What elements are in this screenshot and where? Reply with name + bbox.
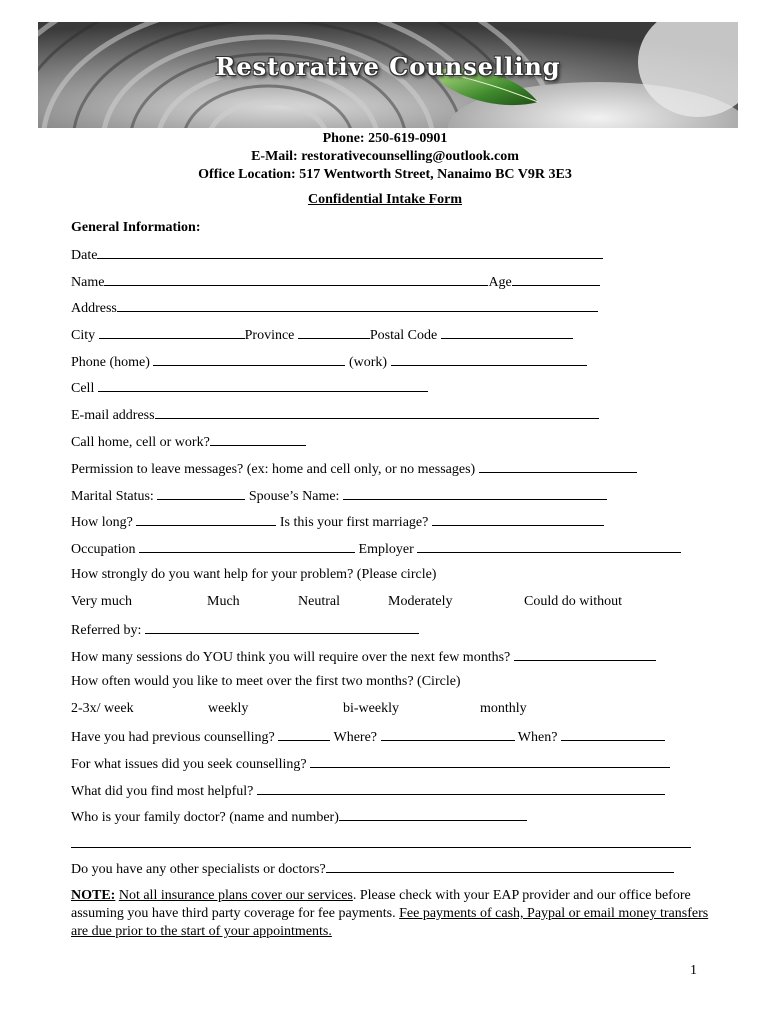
date-label: Date bbox=[71, 248, 98, 263]
marital-field[interactable] bbox=[157, 487, 245, 500]
page-number: 1 bbox=[690, 963, 697, 978]
date-row bbox=[71, 246, 603, 264]
extra-line-row bbox=[71, 835, 691, 853]
help-option-could-do-without[interactable]: Could do without bbox=[524, 594, 623, 609]
call-pref-field[interactable] bbox=[210, 433, 306, 446]
doctor-extra-field[interactable] bbox=[71, 835, 691, 848]
sessions-field[interactable] bbox=[514, 648, 656, 661]
permission-label: Permission to leave messages? (ex: home and cell only, or no messages) bbox=[71, 462, 476, 477]
cell-label: Cell bbox=[71, 381, 95, 396]
when-field[interactable] bbox=[561, 728, 665, 741]
how-long-field[interactable] bbox=[136, 513, 276, 526]
name-label: Name bbox=[71, 275, 105, 290]
call-pref-row bbox=[71, 433, 306, 451]
helpful-field[interactable] bbox=[257, 782, 665, 795]
specialists-row bbox=[71, 860, 674, 878]
note-check: . Please check with your EAP provider and our office before assuming you have third party coverage for fee payments. bbox=[71, 888, 691, 921]
permission-field[interactable] bbox=[479, 460, 637, 473]
age-label: Age bbox=[488, 275, 512, 290]
specialists-field[interactable] bbox=[326, 860, 674, 873]
helpful-label: What did you find most helpful? bbox=[71, 784, 254, 799]
name-field[interactable] bbox=[104, 273, 488, 286]
issues-field[interactable] bbox=[310, 755, 670, 768]
marital-label: Marital Status: bbox=[71, 489, 154, 504]
first-marriage-field[interactable] bbox=[432, 513, 604, 526]
referred-field[interactable] bbox=[145, 621, 419, 634]
doctor-row bbox=[71, 808, 527, 826]
email-field[interactable] bbox=[155, 406, 599, 419]
header-banner bbox=[38, 22, 738, 128]
phone-work-label: (work) bbox=[348, 355, 388, 370]
contact-email: E-Mail: restorativecounselling@outlook.com bbox=[251, 149, 519, 164]
city-label: City bbox=[71, 328, 96, 343]
how-long-label: How long? bbox=[71, 515, 133, 530]
first-marriage-label: Is this your first marriage? bbox=[279, 515, 429, 530]
date-field[interactable] bbox=[97, 246, 603, 259]
meet-option-monthly[interactable]: monthly bbox=[480, 701, 527, 716]
cell-field[interactable] bbox=[98, 379, 428, 392]
section-heading: General Information: bbox=[71, 220, 201, 235]
referred-label: Referred by: bbox=[71, 623, 142, 638]
sessions-row bbox=[71, 648, 656, 666]
meet-option-bi-weekly[interactable]: bi-weekly bbox=[343, 701, 399, 716]
help-option-moderately[interactable]: Moderately bbox=[388, 594, 453, 609]
note-coverage: Not all insurance plans cover our services bbox=[118, 888, 353, 903]
name-row bbox=[71, 273, 600, 291]
previous-row bbox=[71, 728, 665, 746]
insurance-note bbox=[71, 887, 711, 941]
referred-row bbox=[71, 621, 419, 639]
helpful-row bbox=[71, 782, 665, 800]
where-field[interactable] bbox=[381, 728, 515, 741]
issues-row bbox=[71, 755, 670, 773]
spouse-label: Spouse’s Name: bbox=[248, 489, 340, 504]
occupation-label: Occupation bbox=[71, 542, 136, 557]
help-question: How strongly do you want help for your problem? (Please circle) bbox=[71, 567, 437, 582]
note-payments: Fee payments of cash, Paypal or email money transfers are due prior to the start of your appointments. bbox=[71, 906, 709, 939]
where-label: Where? bbox=[333, 730, 378, 745]
help-option-very-much[interactable]: Very much bbox=[71, 594, 133, 609]
city-row bbox=[71, 326, 573, 344]
province-field[interactable] bbox=[298, 326, 370, 339]
permission-row bbox=[71, 460, 637, 478]
city-field[interactable] bbox=[99, 326, 245, 339]
phone-home-field[interactable] bbox=[153, 353, 345, 366]
phone-row bbox=[71, 353, 587, 371]
postal-label: Postal Code bbox=[369, 328, 438, 343]
address-field[interactable] bbox=[117, 299, 598, 312]
note-label: NOTE: bbox=[71, 888, 116, 903]
meet-option-2-3x-week[interactable]: 2-3x/ week bbox=[71, 701, 134, 716]
address-label: Address bbox=[71, 301, 117, 316]
help-option-neutral[interactable]: Neutral bbox=[298, 594, 340, 609]
age-field[interactable] bbox=[512, 273, 600, 286]
specialists-label: Do you have any other specialists or doctors? bbox=[71, 862, 326, 877]
postal-field[interactable] bbox=[441, 326, 573, 339]
doctor-label: Who is your family doctor? (name and number) bbox=[71, 810, 339, 825]
marital-row bbox=[71, 487, 607, 505]
how-long-row bbox=[71, 513, 604, 531]
call-pref-label: Call home, cell or work? bbox=[71, 435, 210, 450]
cell-row bbox=[71, 379, 428, 397]
email-row bbox=[71, 406, 599, 424]
employer-field[interactable] bbox=[417, 540, 681, 553]
phone-home-label: Phone (home) bbox=[71, 355, 150, 370]
doctor-field[interactable] bbox=[339, 808, 527, 821]
employer-label: Employer bbox=[358, 542, 414, 557]
province-label: Province bbox=[244, 328, 295, 343]
occupation-row bbox=[71, 540, 681, 558]
occupation-field[interactable] bbox=[139, 540, 355, 553]
issues-label: For what issues did you seek counselling? bbox=[71, 757, 307, 772]
contact-phone: Phone: 250-619-0901 bbox=[322, 131, 448, 146]
address-row bbox=[71, 299, 598, 317]
brand-title: Restorative Counselling bbox=[215, 52, 561, 81]
meet-option-weekly[interactable]: weekly bbox=[208, 701, 249, 716]
previous-label: Have you had previous counselling? bbox=[71, 730, 275, 745]
contact-office: Office Location: 517 Wentworth Street, Nanaimo BC V9R 3E3 bbox=[198, 167, 572, 182]
email-label: E-mail address bbox=[71, 408, 155, 423]
sessions-label: How many sessions do YOU think you will require over the next few months? bbox=[71, 650, 511, 665]
phone-work-field[interactable] bbox=[391, 353, 587, 366]
spouse-field[interactable] bbox=[343, 487, 607, 500]
when-label: When? bbox=[517, 730, 558, 745]
meet-question: How often would you like to meet over the first two months? (Circle) bbox=[71, 674, 461, 689]
form-title: Confidential Intake Form bbox=[308, 192, 462, 207]
help-option-much[interactable]: Much bbox=[207, 594, 240, 609]
previous-field[interactable] bbox=[278, 728, 330, 741]
